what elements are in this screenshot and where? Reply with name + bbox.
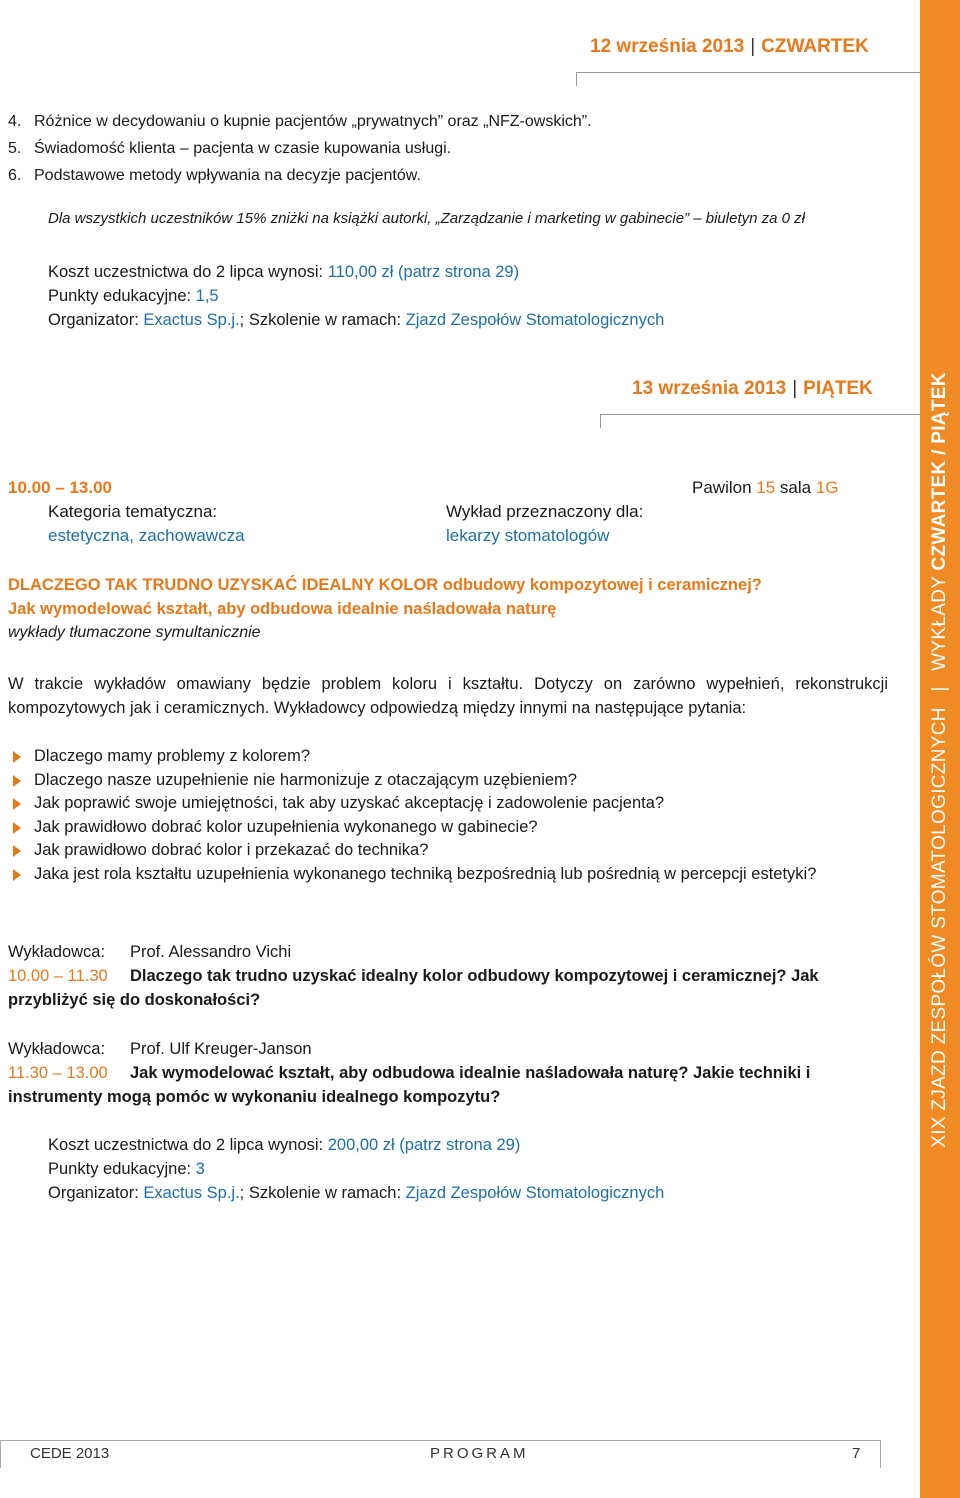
list-number: 6. [8, 167, 22, 184]
question-list [8, 745, 888, 886]
category-label: Kategoria tematyczna: [48, 502, 218, 521]
question-text: Dlaczego mamy problemy z kolorem? [34, 747, 311, 765]
footer-center: PROGRAM [430, 1445, 529, 1462]
question-item [8, 792, 888, 816]
list-item [8, 135, 888, 162]
session-description: W trakcie wykładów omawiany będzie problem koloru i kształtu. Dotyczy on zarówno wypełnień, rekonstrukcji kompozytowych jak i ceramicznych. Wykładowcy odpowiedzą między innymi na następujące pytania: [8, 675, 888, 717]
triangle-bullet-icon [13, 869, 21, 881]
session-time: 10.00 – 13.00 [8, 478, 112, 497]
room-prefix: sala [775, 478, 816, 497]
question-item [8, 769, 888, 793]
question-text: Jak poprawić swoje umiejętności, tak aby uzyskać akceptację i zadowolenie pacjenta? [34, 794, 665, 812]
cost-value: 200,00 zł (patrz strona 29) [327, 1136, 521, 1154]
organizer-line [48, 1181, 908, 1205]
fee-block-2 [48, 1133, 908, 1205]
organizer-link[interactable]: Exactus Sp.j. [143, 1184, 240, 1202]
pavilion-number: 15 [756, 478, 776, 497]
question-text: Dlaczego nasze uzupełnienie nie harmonizuje z otaczającym uzębieniem? [34, 770, 577, 789]
points-label: Punkty edukacyjne: [48, 1160, 196, 1178]
session-location [692, 478, 839, 498]
organizer-line [48, 308, 908, 332]
sidebar-label [929, 372, 951, 1147]
lecturer-label: Wykładowca: [8, 943, 106, 961]
lecturer-name: Prof. Ulf Kreuger-Janson [130, 1040, 312, 1058]
day-text: PIĄTEK [803, 378, 873, 399]
triangle-bullet-icon [13, 798, 21, 810]
lecturer-line [8, 940, 898, 964]
discount-note: Dla wszystkich uczestników 15% zniżki na książki autorki, „Zarządzanie i marketing w gabinecie” – biuletyn za 0 zł [48, 210, 805, 227]
cost-line [48, 260, 908, 284]
triangle-bullet-icon [13, 751, 21, 763]
sidebar-event: XIX ZJAZD ZESPOŁÓW STOMATOLOGICZNYCH [929, 707, 950, 1148]
lecture-time: 10.00 – 11.30 [8, 967, 108, 985]
question-item [8, 839, 888, 863]
separator: | [750, 36, 756, 57]
lecture-title: Dlaczego tak trudno uzyskać idealny kolor odbudowy kompozytowej i ceramicznej? Jak przybliżyć się do doskonałości? [8, 967, 819, 1009]
list-text: Podstawowe metody wpływania na decyzje pacjentów. [34, 167, 421, 184]
date-header-thursday [590, 36, 869, 58]
lecturer-label: Wykładowca: [8, 1040, 106, 1058]
date-text: 13 września 2013 [632, 378, 787, 399]
sidebar-separator: | [929, 686, 950, 692]
date-text: 12 września 2013 [590, 36, 745, 57]
cost-line [48, 1133, 908, 1157]
separator: | [792, 378, 798, 399]
points-value: 1,5 [195, 287, 219, 305]
sidebar-days: CZWARTEK / PIĄTEK [929, 372, 950, 571]
translation-note: wykłady tłumaczone symultanicznie [8, 624, 261, 641]
header-rule-vertical [576, 72, 577, 86]
page-number: 7 [852, 1445, 861, 1462]
triangle-bullet-icon [13, 775, 21, 787]
organizer-label: Organizator: [48, 311, 144, 329]
question-item [8, 745, 888, 769]
session-subtitle: Jak wymodelować kształt, aby odbudowa idealnie naśladowała naturę [8, 600, 557, 618]
audience-value: lekarzy stomatologów [446, 526, 610, 545]
training-link[interactable]: Zjazd Zespołów Stomatologicznych [405, 311, 665, 329]
list-number: 4. [8, 113, 22, 130]
training-label: ; Szkolenie w ramach: [239, 1184, 406, 1202]
list-text: Świadomość klienta – pacjenta w czasie kupowania usługi. [34, 140, 452, 157]
lecturer-name: Prof. Alessandro Vichi [130, 943, 292, 961]
topic-list [8, 108, 888, 189]
lecture-title: Jak wymodelować kształt, aby odbudowa idealnie naśladowała naturę? Jakie techniki i instrumenty mogą pomóc w wykonaniu idealnego kompozytu? [8, 1064, 811, 1106]
footer-separator [0, 1440, 1, 1468]
list-item [8, 162, 888, 189]
points-line [48, 284, 908, 308]
question-text: Jaka jest rola kształtu uzupełnienia wykonanego techniką bezpośrednią lub pośrednią w percepcji estetyki? [34, 864, 817, 883]
lecturer-2 [8, 1037, 898, 1109]
header-rule [576, 72, 920, 73]
cost-value: 110,00 zł (patrz strona 29) [327, 263, 520, 281]
audience-label: Wykład przeznaczony dla: [446, 502, 644, 521]
question-item [8, 863, 888, 887]
points-label: Punkty edukacyjne: [48, 287, 196, 305]
training-link[interactable]: Zjazd Zespołów Stomatologicznych [405, 1184, 665, 1202]
location-prefix: Pawilon [692, 478, 757, 497]
room-number: 1G [815, 478, 839, 497]
lecture-topic [8, 1061, 898, 1109]
triangle-bullet-icon [13, 822, 21, 834]
session-title: DLACZEGO TAK TRUDNO UZYSKAĆ IDEALNY KOLOR odbudowy kompozytowej i ceramicznej? [8, 576, 762, 594]
list-item [8, 108, 888, 135]
lecture-topic [8, 964, 898, 1012]
day-text: CZWARTEK [761, 36, 869, 57]
triangle-bullet-icon [13, 845, 21, 857]
list-number: 5. [8, 140, 22, 157]
organizer-link[interactable]: Exactus Sp.j. [143, 311, 240, 329]
points-value: 3 [195, 1160, 205, 1178]
header-rule [600, 414, 920, 415]
footer-rule [0, 1440, 880, 1441]
question-item [8, 816, 888, 840]
fee-block-1 [48, 260, 908, 332]
list-text: Różnice w decydowaniu o kupnie pacjentów „prywatnych” oraz „NFZ-owskich”. [34, 113, 592, 130]
header-rule-vertical [600, 414, 601, 428]
lecturer-line [8, 1037, 898, 1061]
question-text: Jak prawidłowo dobrać kolor i przekazać do technika? [34, 841, 429, 859]
question-text: Jak prawidłowo dobrać kolor uzupełnienia wykonanego w gabinecie? [34, 817, 538, 836]
cost-label: Koszt uczestnictwa do 2 lipca wynosi: [48, 263, 328, 281]
organizer-label: Organizator: [48, 1184, 144, 1202]
training-label: ; Szkolenie w ramach: [239, 311, 406, 329]
footer-left: CEDE 2013 [30, 1445, 110, 1462]
lecturer-1 [8, 940, 898, 1012]
footer-separator [880, 1440, 881, 1468]
category-value: estetyczna, zachowawcza [48, 526, 245, 545]
lecture-time: 11.30 – 13.00 [8, 1064, 108, 1082]
cost-label: Koszt uczestnictwa do 2 lipca wynosi: [48, 1136, 328, 1154]
sidebar-section: WYKŁADY [929, 576, 950, 671]
date-header-friday [632, 378, 873, 400]
points-line [48, 1157, 908, 1181]
